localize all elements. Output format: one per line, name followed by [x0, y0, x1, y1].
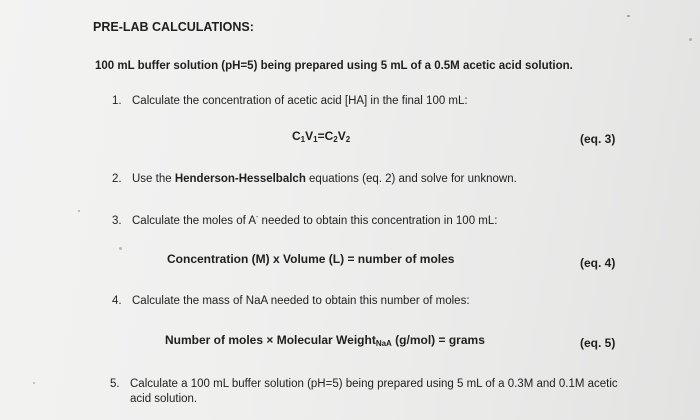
paper-speck [119, 247, 122, 250]
question-5: 5. Calculate a 100 mL buffer solution (pH=5) being prepared using 5 mL of a 0.3M and 0.1M acetic [110, 378, 618, 390]
equation-4-label: (eq. 4) [580, 256, 616, 270]
dilution-equation: $C_1V_1=C_2V_2$ [292, 129, 351, 144]
equation-3-label: (eq. 3) [580, 132, 616, 146]
question-1 [112, 94, 468, 108]
question-2-number: 2. [112, 173, 122, 185]
paper-speck [689, 38, 692, 41]
paper-speck [78, 210, 80, 212]
paper-speck [33, 382, 35, 384]
question-1-number: 1. [112, 95, 122, 107]
question-4-number: 4. [112, 295, 122, 307]
henderson-hasselbalch-term: Henderson-Hesselbalch [174, 173, 306, 185]
intro-statement: 100 mL buffer solution (pH=5) being prepared using 5 mL of a 0.5M acetic acid solution. [95, 60, 573, 72]
question-5-number: 5. [110, 378, 120, 390]
equation-5-label: (eq. 5) [580, 336, 616, 350]
question-2: 2. Use the Henderson-Hesselbalch equations (eq. 2) and solve for unknown. [112, 173, 517, 185]
page-title: PRE-LAB CALCULATIONS: [93, 20, 254, 34]
question-5-continuation: acid solution. [130, 393, 198, 405]
moles-equation: Concentration (M) x Volume (L) = number of moles [167, 252, 455, 266]
question-1-text: Calculate the concentration of acetic acid [HA] in the final 100 mL: [132, 95, 468, 107]
question-4 [112, 294, 470, 308]
paper-speck [627, 15, 630, 17]
question-3-number: 3. [112, 215, 122, 227]
question-4-text: Calculate the mass of NaA needed to obtain this number of moles: [132, 295, 470, 307]
question-3: 3. Calculate the moles of A- needed to obtain this concentration in 100 mL: [112, 214, 498, 227]
mass-equation: Number of moles × Molecular Weight$_{NaA}$ (g/mol) = grams [165, 333, 485, 348]
